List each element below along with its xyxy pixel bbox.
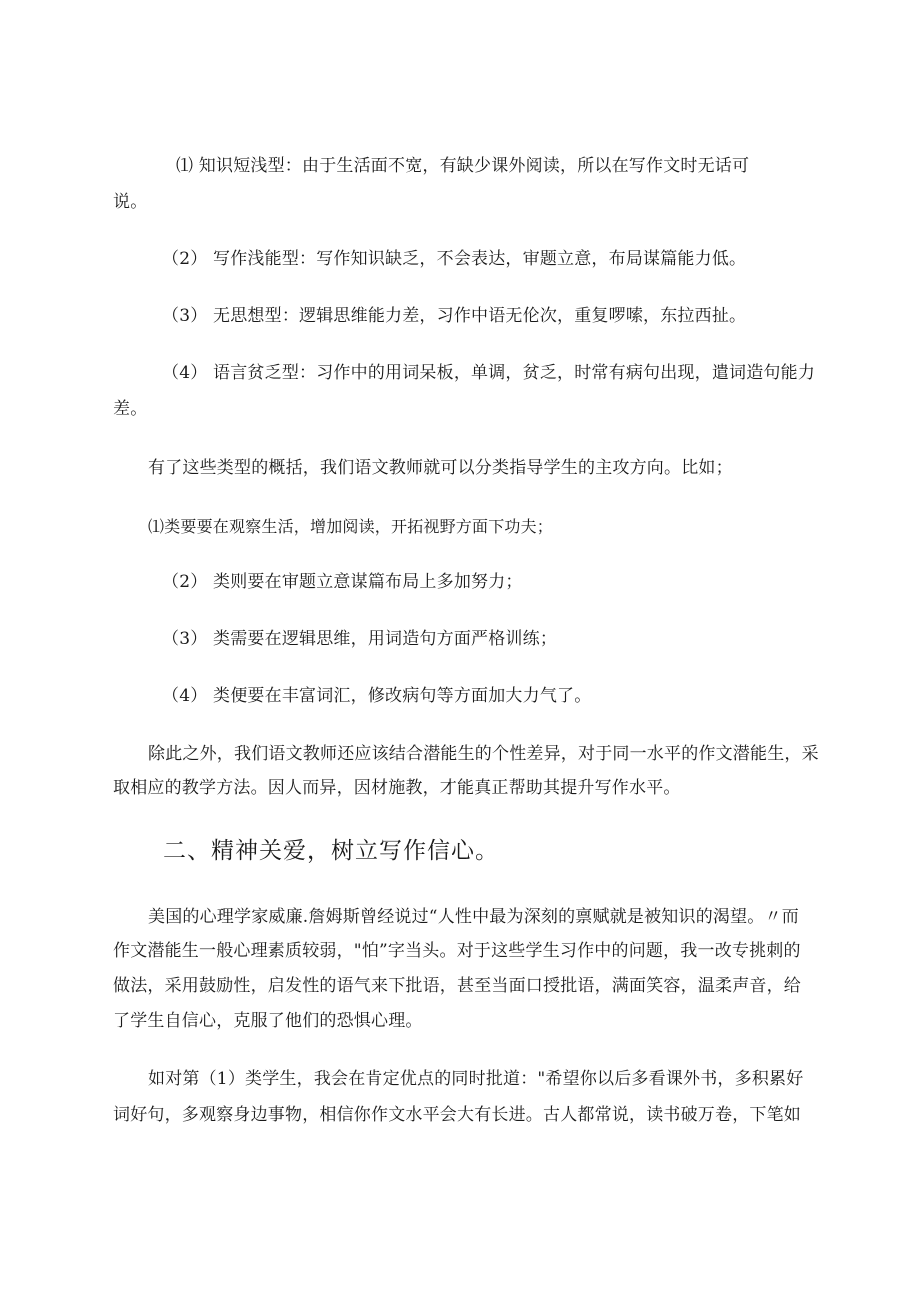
paragraph-line: 做法，采用鼓励性，启发性的语气来下批语，甚至当面口授批语，满面笑容，温柔声音，给 <box>113 976 801 996</box>
paragraph-line: （2） 类则要在审题立意谋篇布局上多加努力； <box>162 572 523 592</box>
paragraph-line: （2） 写作浅能型：写作知识缺乏，不会表达，审题立意，布局谋篇能力低。 <box>162 249 747 269</box>
paragraph-line: （3） 无思想型：逻辑思维能力差，习作中语无伦次，重复啰嗦，东拉西扯。 <box>162 306 747 326</box>
paragraph-line: 如对第（1）类学生，我会在肯定优点的同时批道："希望你以后多看课外书，多积累好 <box>148 1069 804 1089</box>
paragraph-line: 差。 <box>113 399 148 419</box>
paragraph-line: 说。 <box>113 192 148 212</box>
paragraph-line: 作文潜能生一般心理素质较弱，"怕”字当头。对于这些学生习作中的问题，我一改专挑刺的 <box>113 941 801 961</box>
paragraph-line: ⑴ 知识短浅型：由于生活面不宽，有缺少课外阅读，所以在写作文时无话可 <box>176 156 750 176</box>
section-heading: 二、精神关爱，树立写作信心。 <box>163 838 499 864</box>
paragraph-line: 有了这些类型的概括，我们语文教师就可以分类指导学生的主攻方向。比如； <box>148 458 733 478</box>
paragraph-line: （4） 类便要在丰富词汇，修改病句等方面加大力气了。 <box>162 686 592 706</box>
paragraph-line: （4） 语言贫乏型：习作中的用词呆板，单调，贫乏，时常有病句出现，遣词造句能力 <box>162 363 816 383</box>
paragraph-line: （3） 类需要在逻辑思维，用词造句方面严格训练； <box>162 629 558 649</box>
paragraph-line: ⑴类要要在观察生活，增加阅读，开拓视野方面下功夫； <box>148 517 554 536</box>
paragraph-line: 除此之外，我们语文教师还应该结合潜能生的个性差异，对于同一水平的作文潜能生，采 <box>148 744 819 764</box>
paragraph-line: 词好句，多观察身边事物，相信你作文水平会大有长进。古人都常说，读书破万卷，下笔如 <box>113 1105 801 1125</box>
paragraph-line: 取相应的教学方法。因人而异，因材施教，才能真正帮助其提升写作水平。 <box>113 778 681 798</box>
paragraph-line: 美国的心理学家威廉.詹姆斯曾经说过“人性中最为深刻的禀赋就是被知识的渴望。〃而 <box>148 907 799 927</box>
paragraph-line: 了学生自信心，克服了他们的恐惧心理。 <box>113 1011 423 1031</box>
